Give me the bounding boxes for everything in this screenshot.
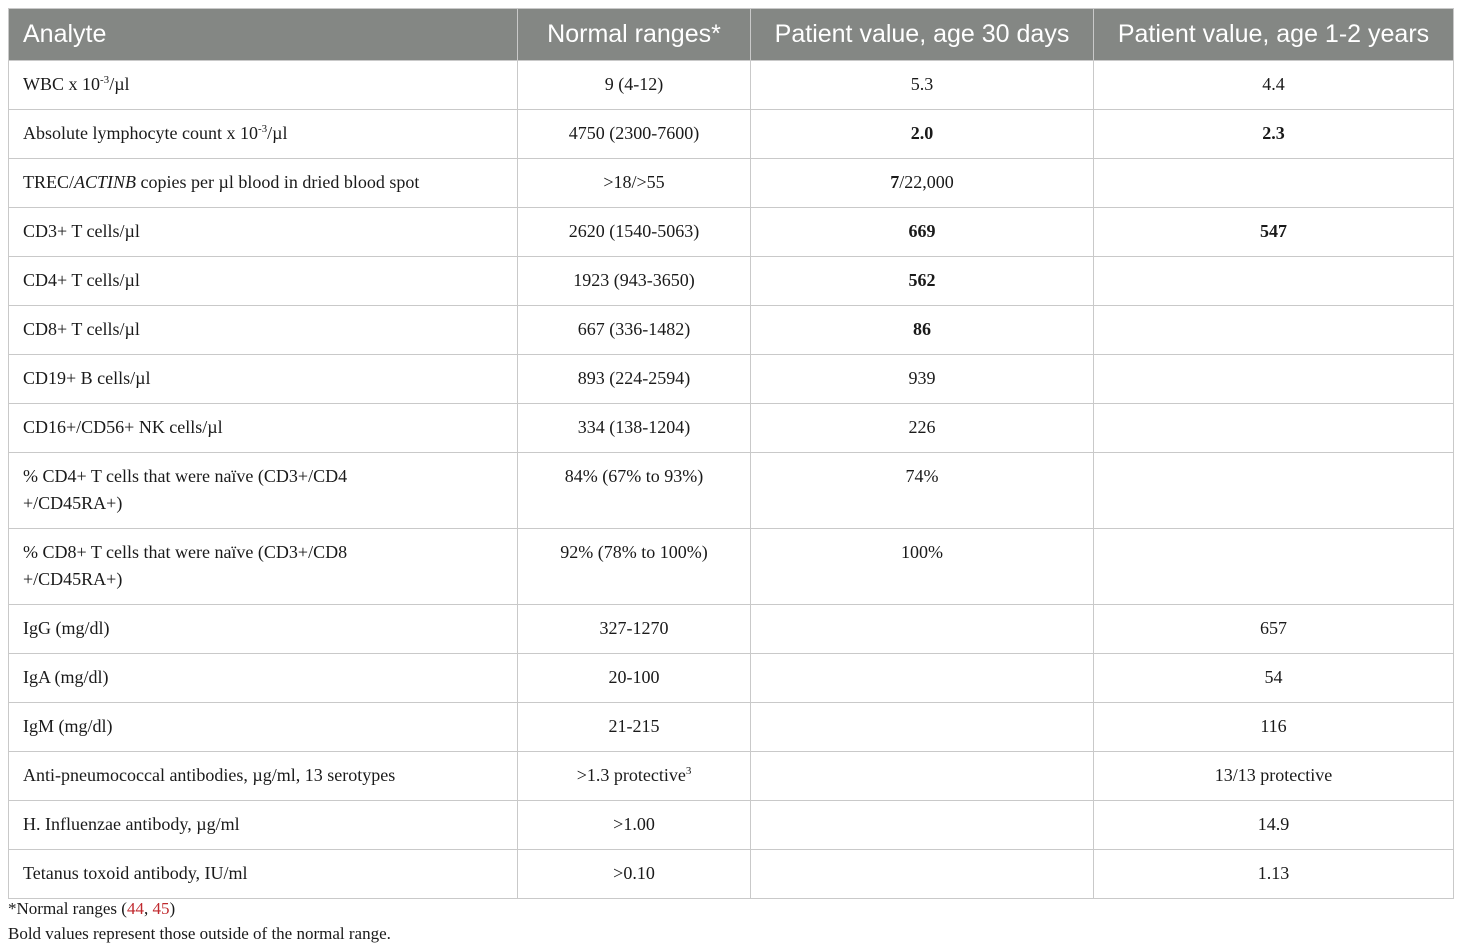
header-analyte: Analyte: [9, 9, 518, 61]
value-30-days-cell: [751, 752, 1094, 801]
analyte-cell: TREC/ACTINB copies per µl blood in dried blood spot: [9, 159, 518, 208]
value-1-2-years-cell: [1094, 355, 1454, 404]
table-row: [9, 605, 1454, 654]
value-30-days-cell: 226: [751, 404, 1094, 453]
value-1-2-years-cell: 13/13 protective: [1094, 752, 1454, 801]
normal-range-cell: 327-1270: [518, 605, 751, 654]
footnote-normal-ranges: *Normal ranges (44, 45): [8, 899, 176, 918]
table-row: [9, 355, 1454, 404]
table-row: [9, 453, 1454, 529]
value-30-days-cell: 74%: [751, 453, 1094, 529]
table-row: [9, 208, 1454, 257]
analyte-cell: CD8+ T cells/µl: [9, 306, 518, 355]
value-1-2-years-cell: [1094, 257, 1454, 306]
table-container: [8, 8, 1453, 899]
table-row: [9, 159, 1454, 208]
value-1-2-years-cell: [1094, 529, 1454, 605]
value-1-2-years-cell: 14.9: [1094, 801, 1454, 850]
reference-link-44[interactable]: 44: [126, 899, 144, 918]
table-row: [9, 529, 1454, 605]
normal-range-cell: 2620 (1540-5063): [518, 208, 751, 257]
table-row: [9, 306, 1454, 355]
analyte-cell: % CD8+ T cells that were naïve (CD3+/CD8 +/CD45RA+): [9, 529, 518, 605]
header-normal-ranges: Normal ranges*: [518, 9, 751, 61]
normal-range-cell: 4750 (2300-7600): [518, 110, 751, 159]
normal-range-cell: >0.10: [518, 850, 751, 899]
normal-range-cell: 667 (336-1482): [518, 306, 751, 355]
value-30-days-cell: 669: [751, 208, 1094, 257]
reference-link-45[interactable]: 45: [152, 899, 170, 918]
table-row: [9, 257, 1454, 306]
normal-range-cell: 20-100: [518, 654, 751, 703]
value-30-days-cell: 2.0: [751, 110, 1094, 159]
normal-range-cell: >1.00: [518, 801, 751, 850]
header-age-30-days: Patient value, age 30 days: [751, 9, 1094, 61]
table-row: [9, 801, 1454, 850]
table-row: [9, 404, 1454, 453]
value-1-2-years-cell: 4.4: [1094, 61, 1454, 110]
normal-range-cell: 893 (224-2594): [518, 355, 751, 404]
normal-range-cell: 92% (78% to 100%): [518, 529, 751, 605]
table-row: [9, 850, 1454, 899]
value-1-2-years-cell: [1094, 453, 1454, 529]
analyte-cell: Tetanus toxoid antibody, IU/ml: [9, 850, 518, 899]
analyte-cell: Absolute lymphocyte count x $10^{-3}/\mu l$: [9, 110, 518, 159]
analyte-cell: CD16+/CD56+ NK cells/µl: [9, 404, 518, 453]
value-30-days-cell: [751, 605, 1094, 654]
table-row: [9, 703, 1454, 752]
normal-range-cell: 21-215: [518, 703, 751, 752]
table-row: [9, 61, 1454, 110]
value-1-2-years-cell: [1094, 159, 1454, 208]
value-1-2-years-cell: 657: [1094, 605, 1454, 654]
normal-range-cell: >18/>55: [518, 159, 751, 208]
analyte-cell: WBC x $10^{-3}/\mu l$: [9, 61, 518, 110]
value-1-2-years-cell: 1.13: [1094, 850, 1454, 899]
value-30-days-cell: [751, 703, 1094, 752]
table-header-row: [9, 9, 1454, 61]
value-30-days-cell: [751, 654, 1094, 703]
value-30-days-cell: 562: [751, 257, 1094, 306]
header-age-1-2-years: Patient value, age 1-2 years: [1094, 9, 1454, 61]
normal-range-cell: 334 (138-1204): [518, 404, 751, 453]
value-30-days-cell: [751, 801, 1094, 850]
table-row: [9, 110, 1454, 159]
lab-results-table: [8, 8, 1454, 899]
value-1-2-years-cell: [1094, 404, 1454, 453]
value-1-2-years-cell: 116: [1094, 703, 1454, 752]
value-30-days-cell: 100%: [751, 529, 1094, 605]
value-1-2-years-cell: [1094, 306, 1454, 355]
analyte-cell: IgM (mg/dl): [9, 703, 518, 752]
value-30-days-cell: 939: [751, 355, 1094, 404]
value-1-2-years-cell: 547: [1094, 208, 1454, 257]
footnote-bold-values: Bold values represent those outside of the normal range.: [8, 924, 391, 943]
value-30-days-cell: 86: [751, 306, 1094, 355]
table-row: [9, 752, 1454, 801]
value-30-days-cell: 5.3: [751, 61, 1094, 110]
value-30-days-cell: 7/22,000: [751, 159, 1094, 208]
analyte-cell: IgG (mg/dl): [9, 605, 518, 654]
analyte-cell: IgA (mg/dl): [9, 654, 518, 703]
analyte-cell: H. Influenzae antibody, µg/ml: [9, 801, 518, 850]
analyte-cell: CD19+ B cells/µl: [9, 355, 518, 404]
normal-range-cell: 84% (67% to 93%): [518, 453, 751, 529]
normal-range-cell: >1.3 protective$^3$: [518, 752, 751, 801]
value-1-2-years-cell: 2.3: [1094, 110, 1454, 159]
value-1-2-years-cell: 54: [1094, 654, 1454, 703]
table-footnotes: [8, 896, 391, 946]
normal-range-cell: 1923 (943-3650): [518, 257, 751, 306]
table-row: [9, 654, 1454, 703]
value-30-days-cell: [751, 850, 1094, 899]
analyte-cell: % CD4+ T cells that were naïve (CD3+/CD4 +/CD45RA+): [9, 453, 518, 529]
analyte-cell: CD3+ T cells/µl: [9, 208, 518, 257]
normal-range-cell: 9 (4-12): [518, 61, 751, 110]
analyte-cell: CD4+ T cells/µl: [9, 257, 518, 306]
analyte-cell: Anti-pneumococcal antibodies, µg/ml, 13 serotypes: [9, 752, 518, 801]
